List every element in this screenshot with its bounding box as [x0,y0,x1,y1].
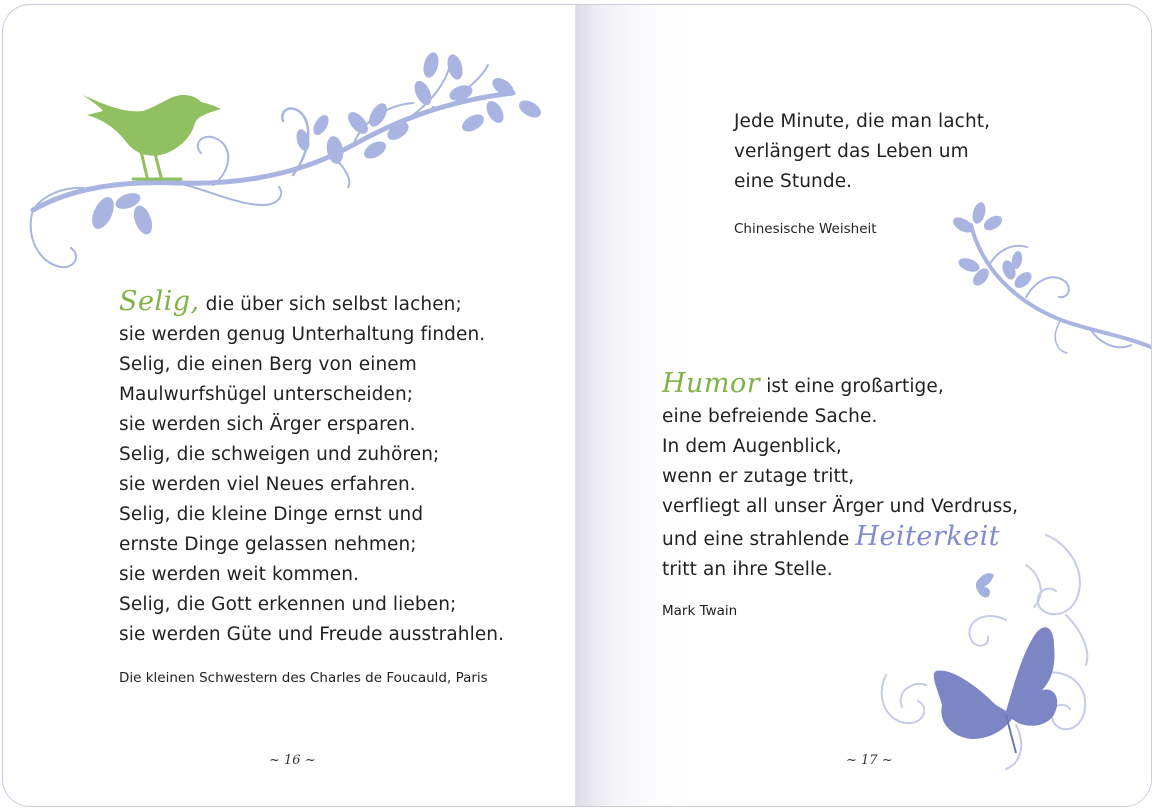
quote-line: verlängert das Leben um [734,141,969,162]
page-number-right: ~ 17 ~ [846,753,893,768]
quote-line: In dem Augenblick, [662,436,842,457]
quote-line: Jede Minute, die man lacht, [734,111,991,132]
poem-line: sie werden viel Neues erfahren. [119,474,416,495]
poem [119,287,504,650]
poem-line: sie werden sich Ärger ersparen. [119,414,416,435]
poem-line: Selig, die Gott erkennen und lieben; [119,594,457,615]
poem-line: Selig, die schweigen und zuhören; [119,444,440,465]
quote-first-line-rest: ist eine großartige, [766,376,944,397]
poem-line: sie werden genug Unterhaltung finden. [119,324,486,345]
poem-first-line [119,287,504,320]
poem-line: Selig, die kleine Dinge ernst und [119,504,424,525]
poem-line: Selig, die einen Berg von einem [119,354,417,375]
butterfly-icon [866,525,1106,775]
quote-highlight-prefix: und eine strahlende [662,529,850,550]
bird-icon [81,93,231,188]
quote-line: wenn er zutage tritt, [662,466,855,487]
open-book [2,4,1152,807]
poem-first-line-rest: die über sich selbst lachen; [205,294,462,315]
quote-line: tritt an ihre Stelle. [662,559,833,580]
leafy-branch-icon [951,185,1151,365]
poem-attribution: Die kleinen Schwestern des Charles de Foucauld, Paris [119,670,488,686]
quote-highlight-word: Heiterkeit [855,521,1001,552]
quote-line: eine Stunde. [734,171,853,192]
poem-line: sie werden Güte und Freude ausstrahlen. [119,624,505,645]
quote-line: verfliegt all unser Ärger und Verdruss, [662,496,1019,517]
poem-line: Maulwurfshügel unterscheiden; [119,384,414,405]
right-page [576,5,1151,806]
quote-humor-first-line [662,369,1018,402]
quote-line: eine befreiende Sache. [662,406,878,427]
quote-initial-word: Humor [662,368,761,399]
quote-laughter [734,107,990,197]
quote-humor-attribution: Mark Twain [662,603,738,619]
poem-line: sie werden weit kommen. [119,564,360,585]
poem-line: ernste Dinge gelassen nehmen; [119,534,417,555]
poem-initial-word: Selig, [119,286,200,317]
quote-laughter-attribution: Chinesische Weisheit [734,221,877,237]
page-number-left: ~ 16 ~ [269,753,316,768]
left-page [3,5,576,806]
